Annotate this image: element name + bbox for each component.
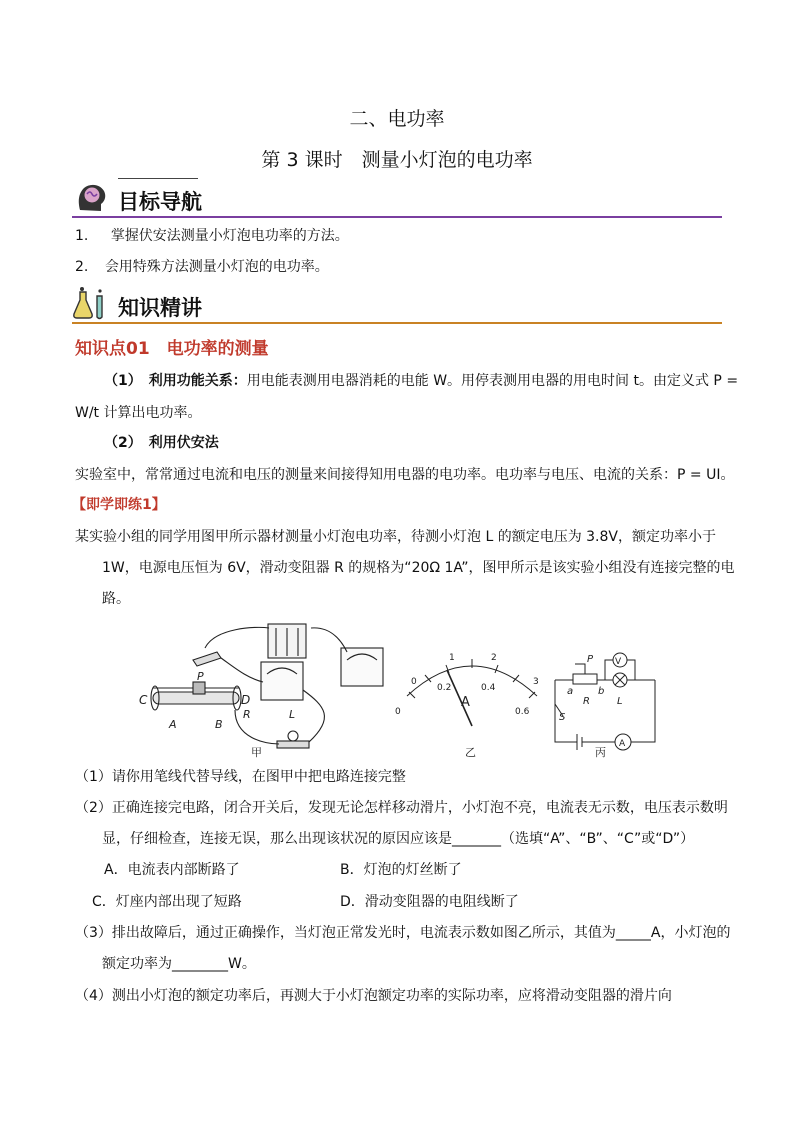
header-top-rule xyxy=(118,178,198,179)
option-a: A．电流表内部断路了 xyxy=(104,862,240,878)
circuit-figure xyxy=(135,618,670,760)
wire xyxy=(205,627,269,648)
tick-top-1: 1 xyxy=(449,653,455,663)
label-L: L xyxy=(617,696,623,707)
dial-arc xyxy=(407,666,537,696)
question-stem: 某实验小组的同学用图甲所示器材测量小灯泡电功率，待测小灯泡 L 的额定电压为 3.8V，额定功率小于 xyxy=(75,529,716,545)
section-knowledge-title: 知识精讲 xyxy=(118,296,202,320)
paragraph: 实验室中，常常通过电流和电压的测量来间接得知用电器的电功率。电功率与电压、电流的关系：P = UI。 xyxy=(75,467,735,483)
section-rule xyxy=(72,322,722,324)
label-B: B xyxy=(215,718,223,731)
rheostat-symbol xyxy=(573,674,597,684)
option-d: D．滑动变阻器的电阻线断了 xyxy=(340,894,519,910)
tick-top-2: 2 xyxy=(491,653,497,663)
paragraph-label: （1） 利用功能关系： xyxy=(104,373,247,389)
paragraph-continued: W/t 计算出电功率。 xyxy=(75,405,202,421)
section-rule xyxy=(72,216,722,218)
wire xyxy=(221,658,263,682)
label-S: S xyxy=(559,712,566,723)
dial-unit: A xyxy=(461,695,470,710)
label-P: P xyxy=(197,670,204,683)
option-c: C．灯座内部出现了短路 xyxy=(92,894,242,910)
wire xyxy=(303,690,324,742)
question-4: （4）测出小灯泡的额定功率后，再测大于小灯泡额定功率的实际功率，应将滑动变阻器的滑片向 xyxy=(75,988,672,1004)
label-C: C xyxy=(139,693,148,707)
voltmeter-letter: V xyxy=(615,657,622,667)
circuit-figure-svg xyxy=(135,618,670,760)
knowledge-point-title: 知识点01 电功率的测量 xyxy=(75,339,269,359)
paragraph-label: （2） 利用伏安法 xyxy=(104,435,219,451)
practice-tag: 【即学即练1】 xyxy=(72,497,166,513)
question-3: （3）排出故障后，通过正确操作，当灯泡正常发光时，电流表示数如图乙所示，其值为_____A，小灯泡的 xyxy=(75,925,731,941)
label-a: a xyxy=(567,686,574,697)
wire xyxy=(605,660,613,680)
lesson-title: 第 3 课时 测量小灯泡的电功率 xyxy=(261,149,533,171)
goal-num: 2. xyxy=(75,259,89,275)
figure-jia xyxy=(151,624,383,748)
tick-bottom-0.4: 0.4 xyxy=(481,683,496,693)
label-D: D xyxy=(241,693,251,707)
option-b: B．灯泡的灯丝断了 xyxy=(340,862,462,878)
goal-item xyxy=(75,226,349,246)
slider-arrow xyxy=(575,664,585,674)
wire xyxy=(555,680,577,742)
tick-top-0: 0 xyxy=(411,677,417,687)
lamp-cross xyxy=(615,675,625,685)
wire xyxy=(627,660,635,680)
tick-top-3: 3 xyxy=(533,677,539,687)
brain-icon xyxy=(74,180,110,216)
goal-text: 掌握伏安法测量小灯泡电功率的方法。 xyxy=(110,228,349,244)
goal-num: 1. xyxy=(75,228,89,244)
question-stem: 路。 xyxy=(102,591,130,607)
question-stem: 1W，电源电压恒为 6V，滑动变阻器 R 的规格为“20Ω 1A”，图甲所示是该实验小组没有连接完整的电 xyxy=(102,560,735,576)
label-A: A xyxy=(169,718,177,731)
lamp-base xyxy=(277,741,309,748)
rheostat-slider xyxy=(193,682,205,694)
wire xyxy=(235,710,279,744)
figure-yi-label: 乙 xyxy=(465,746,476,759)
tick-bottom-0: 0 xyxy=(395,707,401,717)
paragraph xyxy=(104,371,738,391)
label-L: L xyxy=(289,708,296,721)
figure-bing xyxy=(555,653,655,750)
tick-bottom-0.6: 0.6 xyxy=(515,707,530,717)
dial-ticks xyxy=(409,659,535,698)
flask-icon xyxy=(72,286,110,322)
ammeter-letter: A xyxy=(619,739,626,749)
label-P: P xyxy=(587,654,594,665)
chapter-title: 二、电功率 xyxy=(349,108,445,130)
tick-bottom-0.2: 0.2 xyxy=(437,683,452,693)
section-goals-header xyxy=(72,180,722,218)
label-R: R xyxy=(583,696,590,707)
label-b: b xyxy=(598,686,605,697)
figure-jia-label: 甲 xyxy=(251,746,262,759)
question-1: （1）请你用笔线代替导线，在图甲中把电路连接完整 xyxy=(75,769,406,785)
goal-text: 会用特殊方法测量小灯泡的电功率。 xyxy=(104,259,329,275)
figure-bing-label: 丙 xyxy=(595,746,606,759)
wire xyxy=(631,680,655,742)
question-2-cont: 显，仔细检查，连接无误，那么出现该状况的原因应该是_______（选填“A”、“B”、“C”或“D”） xyxy=(102,831,695,847)
section-knowledge-header xyxy=(72,286,722,324)
switch xyxy=(193,652,221,666)
question-2: （2）正确连接完电路，闭合开关后，发现无论怎样移动滑片，小灯泡不亮，电流表无示数，电压表示数明 xyxy=(75,800,728,816)
lamp xyxy=(288,731,298,741)
goal-item xyxy=(75,257,329,277)
section-goals-title: 目标导航 xyxy=(118,190,202,214)
question-3-cont: 额定功率为________W。 xyxy=(102,956,256,972)
label-R: R xyxy=(243,708,251,721)
paragraph-text: 用电能表测用电器消耗的电能 W。用停表测用电器的用电时间 t。由定义式 P = xyxy=(246,373,739,389)
